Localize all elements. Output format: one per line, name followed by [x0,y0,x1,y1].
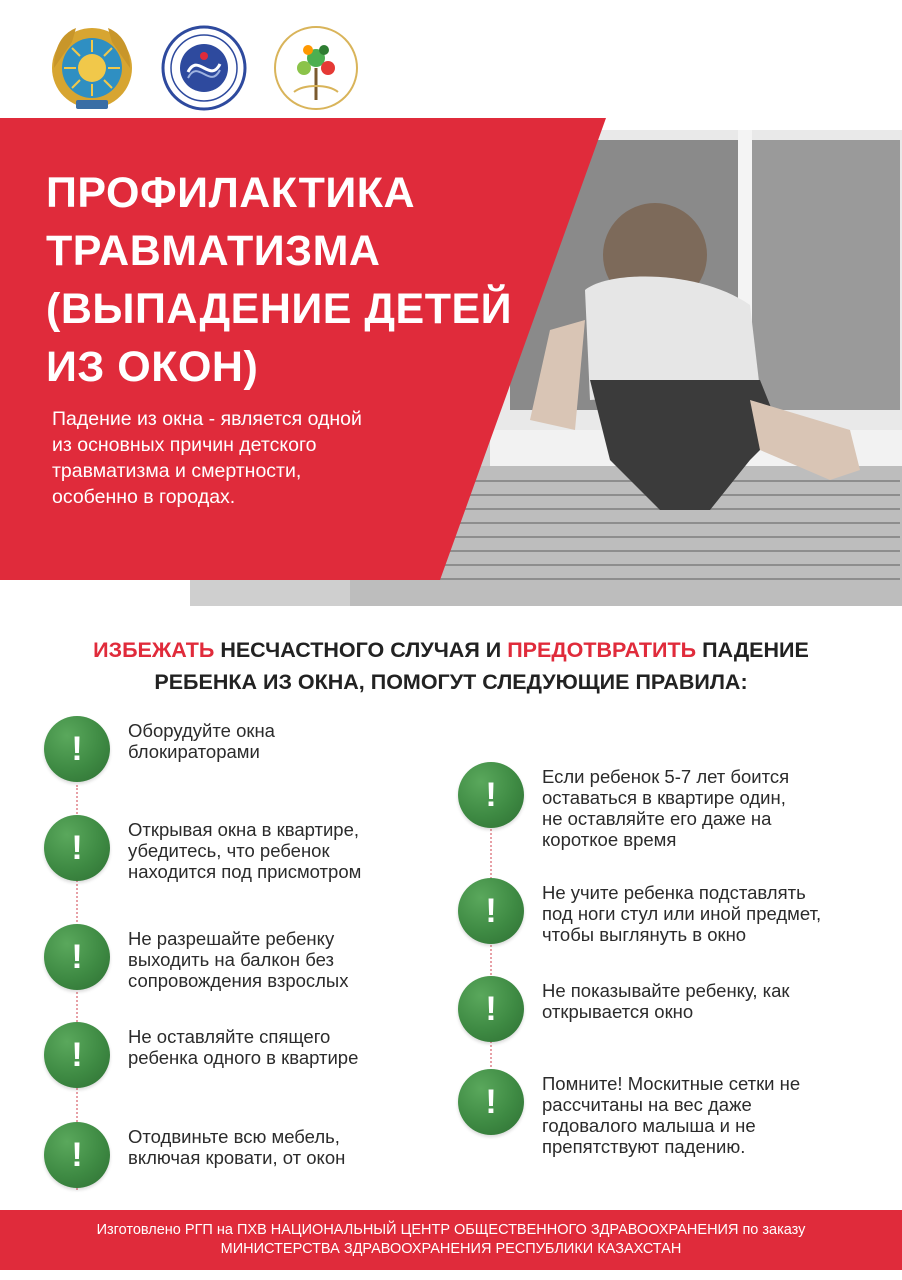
exclamation-icon: ! [44,924,110,990]
logo-row [46,22,362,114]
kazakhstan-emblem-logo [46,22,138,114]
intro-line: особенно в городах. [52,486,236,508]
rule-line: оставаться в квартире один, [542,787,786,808]
rule-item [458,878,821,945]
footer-banner [0,1210,902,1270]
rule-text [128,928,348,991]
title-line: ТРАВМАТИЗМА [46,227,381,275]
intro-text [52,406,462,510]
rule-item [458,976,790,1042]
rule-line: убедитесь, что ребенок [128,840,330,861]
intro-line: Падение из окна - является одной [52,408,362,430]
rule-line: Не показывайте ребенку, как [542,980,790,1001]
rule-line: ребенка одного в квартире [128,1047,359,1068]
rule-item [44,1122,345,1188]
title-line: ИЗ ОКОН) [46,343,259,391]
intro-line: из основных причин детского [52,434,317,456]
rule-line: открывается окно [542,1001,694,1022]
rule-text [128,720,275,762]
rule-line: под ноги стул или иной предмет, [542,903,822,924]
rule-line: Не разрешайте ребенку [128,928,335,949]
heading-text: НЕСЧАСТНОГО СЛУЧАЯ И [214,638,508,662]
rule-item [458,762,789,850]
page-title [46,164,512,396]
rule-line: короткое время [542,829,677,850]
rule-line: блокираторами [128,741,260,762]
rule-item [44,716,275,782]
exclamation-icon: ! [44,1122,110,1188]
rules-heading-line: РЕБЕНКА ИЗ ОКНА, ПОМОГУТ СЛЕДУЮЩИЕ ПРАВИЛА: [154,670,748,694]
rule-line: чтобы выглянуть в окно [542,924,747,945]
rule-item [44,924,348,991]
rule-line: годовалого малыша и не [542,1115,756,1136]
rule-line: включая кровати, от окон [128,1147,346,1168]
rule-line: сопровождения взрослых [128,970,349,991]
exclamation-icon: ! [44,716,110,782]
footer-line: МИНИСТЕРСТВА ЗДРАВООХРАНЕНИЯ РЕСПУБЛИКИ КАЗАХСТАН [220,1241,682,1257]
rule-text [542,766,789,850]
rule-line: Открывая окна в квартире, [128,819,360,840]
exclamation-icon: ! [458,976,524,1042]
heading-text: ПАДЕНИЕ [696,638,809,662]
rules-heading [0,634,902,698]
exclamation-icon: ! [44,815,110,881]
rule-line: Оборудуйте окна [128,720,275,741]
rules-heading-line [0,634,902,666]
rule-line: Если ребенок 5-7 лет боится [542,766,790,787]
rule-text [542,980,790,1022]
rule-line: Помните! Москитные сетки не [542,1073,801,1094]
exclamation-icon: ! [458,762,524,828]
exclamation-icon: ! [44,1022,110,1088]
intro-line: травматизма и смертности, [52,460,302,482]
rule-line: не оставляйте его даже на [542,808,772,829]
rule-text [128,1026,358,1068]
healthy-lifestyle-logo [270,22,362,114]
rule-item [44,1022,358,1088]
densaulyk-logo [158,22,250,114]
rule-line: находится под присмотром [128,861,362,882]
rule-text [128,1126,345,1168]
heading-accent: ПРЕДОТВРАТИТЬ [507,638,697,662]
rule-text [542,1073,800,1157]
rule-line: рассчитаны на вес даже [542,1094,752,1115]
rule-line: выходить на балкон без [128,949,335,970]
rule-line: Не учите ребенка подставлять [542,882,806,903]
rule-item [44,815,361,882]
rule-line: препятствуют падению. [542,1136,746,1157]
rule-line: Отодвиньте всю мебель, [128,1126,340,1147]
rule-item [458,1069,800,1157]
rule-text [128,819,361,882]
footer-line: Изготовлено РГП на ПХВ НАЦИОНАЛЬНЫЙ ЦЕНТР ОБЩЕСТВЕННОГО ЗДРАВООХРАНЕНИЯ по заказу [96,1222,806,1238]
rule-text [542,882,821,945]
title-line: ПРОФИЛАКТИКА [46,169,416,217]
exclamation-icon: ! [458,878,524,944]
rule-line: Не оставляйте спящего [128,1026,331,1047]
exclamation-icon: ! [458,1069,524,1135]
title-line: (ВЫПАДЕНИЕ ДЕТЕЙ [46,285,513,333]
heading-accent: ИЗБЕЖАТЬ [93,638,215,662]
